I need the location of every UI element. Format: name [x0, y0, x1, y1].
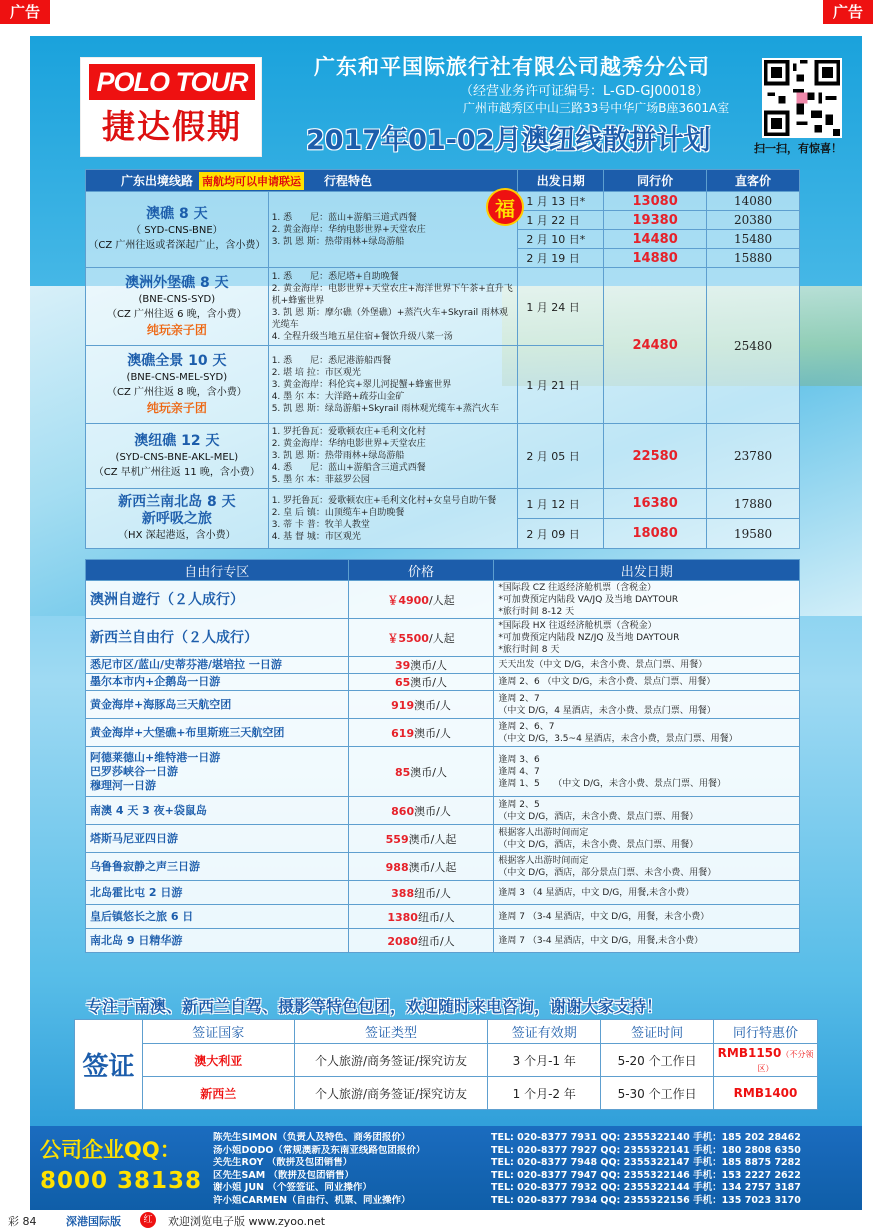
price-unit: 澳币/人 — [410, 765, 448, 779]
family-tag: 纯玩亲子团 — [146, 400, 207, 415]
qq-number[interactable]: 8000 38138 — [40, 1168, 203, 1194]
feature-line: 5. 墨 尔 本：菲兹罗公园 — [271, 475, 370, 485]
feature-line: 2. 黄金海岸：电影世界+天堂农庄+海洋世界下午茶+直升飞机+蜂蜜世界 — [271, 283, 513, 306]
table-row — [86, 424, 800, 489]
contact-phone[interactable]: TEL: 020-8377 7932 QQ: 2355322144 手机：134 2757 3187 — [491, 1182, 801, 1194]
page-number: 彩 84 — [8, 1215, 37, 1228]
free-travel-name — [86, 747, 349, 797]
peer-price: 24480 — [604, 268, 707, 424]
desc-line: 逢周 2、7 — [498, 693, 540, 704]
price-amount: 988 — [385, 860, 409, 874]
visa-time: 5-20 个工作日 — [601, 1044, 714, 1077]
route-code: (BNE-CNS-MEL-SYD) — [126, 371, 228, 383]
feature-line: 1. 悉 尼：蓝山+游船三道式西餐 — [271, 212, 417, 223]
table-row — [86, 797, 800, 825]
feature-line: 1. 罗托鲁瓦：爱歌顿农庄+毛利文化村 — [271, 427, 426, 437]
price-unit: 纽币/人 — [417, 910, 455, 924]
license-number: （经营业务许可证编号：L-GD-GJ00018） — [460, 84, 709, 99]
feature-line: 3. 蒂 卡 普：牧羊人教堂 — [271, 519, 370, 530]
free-travel-desc — [494, 853, 800, 881]
desc-line: 逢周 2、6 （中文 D/G，未含小费、景点门票、用餐） — [498, 677, 716, 687]
peer-price: 18080 — [604, 519, 707, 549]
visa-table — [74, 1019, 818, 1110]
feature-line: 3. 凯 恩 斯：热带雨林+绿岛游船 — [271, 451, 405, 461]
free-travel-name: 黄金海岸+大堡礁+布里斯班三天航空团 — [86, 719, 349, 747]
peer-price: 13080 — [604, 192, 707, 211]
price-amount: 2080 — [387, 934, 418, 948]
route-note: （HX 深起港返，含小费） — [118, 530, 236, 541]
visa-price-cell — [714, 1077, 818, 1110]
route-name: 澳纽礁 12 天 — [134, 432, 220, 449]
feature-line: 4. 基 督 城：市区观光 — [271, 531, 361, 542]
table-row — [86, 691, 800, 719]
feature-line: 2. 皇 后 镇：山顶缆车+自助晚餐 — [271, 507, 405, 518]
price-unit: 澳币/人起 — [408, 832, 457, 846]
price-unit: 纽币/人 — [417, 934, 455, 948]
contact-name: 关先生ROY （散拼及包团销售） — [213, 1157, 353, 1169]
feature-line: 3. 黄金海岸：科伦宾+翠儿河捉蟹+蜂蜜世界 — [271, 379, 452, 390]
fu-badge: 福 — [486, 188, 524, 226]
free-travel-price — [348, 853, 494, 881]
free-travel-name: 塔斯马尼亚四日游 — [86, 825, 349, 853]
table-row — [86, 719, 800, 747]
company-name: 广东和平国际旅行社有限公司越秀分公司 — [314, 55, 710, 79]
free-travel-price — [348, 747, 494, 797]
direct-price: 19580 — [707, 519, 800, 549]
desc-line: （中文 D/G，酒店，未含小费、景点门票、用餐） — [498, 839, 699, 850]
table-row — [75, 1044, 818, 1077]
price-amount: 65 — [394, 676, 411, 689]
desc-line: （中文 D/G，4 星酒店，未含小费、景点门票、用餐） — [498, 705, 716, 716]
route-cell — [86, 268, 269, 346]
qq-label: 公司企业QQ： — [40, 1138, 181, 1162]
direct-price: 20380 — [707, 211, 800, 230]
family-tag: 纯玩亲子团 — [146, 322, 207, 337]
free-travel-name: 悉尼市区/蓝山/史蒂芬港/堪培拉 一日游 — [86, 657, 349, 674]
desc-line: （中文 D/G，酒店，未含小费、景点门票、用餐） — [498, 811, 699, 822]
table-row — [86, 674, 800, 691]
route-note: （CZ 广州往返 8 晚，含小费） — [106, 386, 247, 398]
route-cell — [86, 489, 269, 549]
route-features — [268, 489, 518, 549]
free-travel-name: 南北岛 9 日精华游 — [86, 929, 349, 953]
ad-tag-left: 广告 — [0, 0, 50, 24]
free-travel-price — [348, 905, 494, 929]
page-footer — [0, 1210, 873, 1230]
group-tour-table — [85, 169, 800, 549]
desc-line: 逢周 7 （3-4 星酒店，中文 D/G，用餐,未含小费） — [498, 935, 704, 946]
departure-date: 2 月 05 日 — [518, 424, 604, 489]
price-amount: 85 — [394, 765, 411, 779]
departure-date: 1 月 24 日 — [518, 268, 604, 346]
plan-title: 2017年01-02月澳纽线散拼计划 — [306, 125, 711, 156]
table-row — [86, 581, 800, 619]
price-amount: ￥5500 — [387, 631, 429, 645]
contact-phone[interactable]: TEL: 020-8377 7927 QQ: 2355322141 手机：180 2808 6350 — [491, 1144, 801, 1156]
feature-line: 3. 凯 恩 斯：摩尔礁（外堡礁）+蒸汽火车+Skyrail 雨林观光缆车 — [271, 307, 508, 330]
red-logo-icon: 红 — [140, 1212, 156, 1228]
route-header-label: 广东出境线路 — [121, 173, 194, 188]
free-travel-name: 黄金海岸+海豚岛三天航空团 — [86, 691, 349, 719]
desc-line: *旅行时间 8-12 天 — [498, 606, 575, 617]
visa-valid: 1 个月-2 年 — [488, 1077, 601, 1110]
departure-date: 2 月 09 日 — [518, 519, 604, 549]
table-row — [86, 929, 800, 953]
direct-price: 15880 — [707, 249, 800, 268]
price-amount: 388 — [391, 886, 415, 900]
visa-header-country: 签证国家 — [142, 1020, 294, 1044]
feature-line: 4. 全程升级当地五星住宿+餐饮升级八菜一汤 — [271, 331, 453, 342]
website-link[interactable]: 欢迎浏览电子版 www.zyoo.net — [168, 1215, 326, 1228]
table-row — [86, 825, 800, 853]
desc-line: （中文 D/G，3.5~4 星酒店，未含小费，景点门票、用餐） — [498, 733, 738, 744]
visa-header-time: 签证时间 — [601, 1020, 714, 1044]
free-travel-name-line: 巴罗莎峡谷一日游 — [90, 764, 178, 778]
route-code: （ SYD-CNS-BNE） — [131, 225, 223, 236]
price-unit: 纽币/人 — [414, 886, 451, 900]
table-row — [86, 747, 800, 797]
free-travel-name-line: 穆理河一日游 — [90, 778, 156, 792]
free-travel-desc — [494, 657, 800, 674]
desc-line: 逢周 7 （3-4 星酒店，中文 D/G，用餐，未含小费） — [498, 911, 710, 922]
desc-line: *可加费预定内陆段 VA/JQ 及当地 DAYTOUR — [498, 594, 679, 605]
free-travel-price — [348, 657, 494, 674]
date-header: 出发日期 — [518, 170, 604, 192]
desc-line: 逢周 2、6、7 — [498, 721, 555, 732]
free-travel-price — [348, 581, 494, 619]
price-amount: 919 — [391, 698, 415, 712]
price-unit: 澳币/人起 — [408, 860, 457, 874]
table-row — [86, 905, 800, 929]
flyer — [30, 36, 862, 1210]
free-travel-price — [348, 691, 494, 719]
free-travel-desc — [494, 719, 800, 747]
visa-header — [75, 1020, 818, 1044]
direct-price-header: 直客价 — [707, 170, 800, 192]
departure-date: 2 月 10 日* — [518, 230, 604, 249]
visa-valid: 3 个月-1 年 — [488, 1044, 601, 1077]
contact-name: 陈先生SIMON（负责人及特色、商务团报价） — [213, 1132, 411, 1143]
route-features — [268, 268, 518, 346]
desc-line: 逢周 3、6 — [498, 754, 540, 765]
route-features — [268, 424, 518, 489]
free-travel-desc — [494, 691, 800, 719]
route-name: 澳礁 8 天 — [146, 206, 208, 222]
free-travel-desc — [494, 905, 800, 929]
free-travel-desc — [494, 797, 800, 825]
peer-price: 22580 — [604, 424, 707, 489]
route-name: 澳礁全景 10 天 — [127, 352, 227, 369]
free-travel-desc — [494, 581, 800, 619]
desc-line: 天天出发（中文 D/G，未含小费、景点门票、用餐） — [498, 660, 708, 670]
free-travel-desc — [494, 881, 800, 905]
price-amount: 860 — [391, 804, 415, 818]
desc-line: *国际段 CZ 往返经济舱机票（含税金） — [498, 582, 657, 593]
peer-price: 14880 — [604, 249, 707, 268]
date-header: 出发日期 — [494, 560, 800, 581]
contact-section — [30, 1126, 862, 1210]
desc-line: 逢周 1、5 （中文 D/G，未含小费、景点门票、用餐） — [498, 778, 727, 789]
south-airlines-note: 南航均可以申请联运 — [199, 172, 304, 190]
feature-line: 3. 凯 恩 斯：热带雨林+绿岛游船 — [271, 236, 405, 247]
free-travel-desc — [494, 674, 800, 691]
table-row — [86, 853, 800, 881]
free-travel-price — [348, 825, 494, 853]
visa-header-type: 签证类型 — [294, 1020, 488, 1044]
visa-label-cell — [75, 1020, 143, 1110]
contact-name: 汤小姐DODO（常规澳新及东南亚线路包团报价） — [213, 1144, 426, 1156]
table-row — [75, 1077, 818, 1110]
desc-line: 逢周 2、5 — [498, 799, 540, 810]
route-note: （CZ 早机广州往返 11 晚，含小费） — [93, 466, 260, 478]
price-amount: ￥4900 — [387, 593, 429, 607]
slogan: 专注于南澳、新西兰自驾、摄影等特色包团，欢迎随时来电咨询，谢谢大家支持！ — [86, 997, 663, 1016]
logo-chinese: 捷达假期 — [102, 107, 242, 146]
feature-line: 1. 罗托鲁瓦：爱歌顿农庄+毛利文化村+女皇号自助午餐 — [271, 495, 497, 506]
free-travel-price — [348, 674, 494, 691]
route-features — [268, 192, 518, 268]
departure-date: 1 月 21 日 — [518, 346, 604, 424]
visa-type: 个人旅游/商务签证/探究访友 — [294, 1044, 488, 1077]
visa-label: 签证 — [82, 1052, 135, 1082]
feature-line: 1. 悉 尼：悉尼港游船西餐 — [271, 355, 392, 366]
direct-price: 14080 — [707, 192, 800, 211]
free-travel-name: 北岛霍比屯 2 日游 — [86, 881, 349, 905]
route-cell — [86, 424, 269, 489]
departure-date: 2 月 19 日 — [518, 249, 604, 268]
table-row — [86, 619, 800, 657]
departure-date: 1 月 13 日* — [518, 192, 604, 211]
direct-price: 15480 — [707, 230, 800, 249]
table-row — [86, 881, 800, 905]
desc-line: *可加费预定内陆段 NZ/JQ 及当地 DAYTOUR — [498, 632, 680, 643]
feature-line: 2. 堪 培 拉：市区观光 — [271, 367, 361, 378]
route-name: 澳洲外堡礁 8 天 — [125, 274, 229, 291]
feature-line: 2. 黄金海岸：华纳电影世界+天堂农庄 — [271, 224, 426, 235]
free-travel-table — [85, 559, 800, 953]
free-travel-price — [348, 881, 494, 905]
route-name: 新西兰南北岛 8 天 — [118, 494, 236, 510]
price-unit: 澳币/人 — [414, 726, 451, 740]
zone-header: 自由行专区 — [86, 560, 349, 581]
free-travel-desc — [494, 929, 800, 953]
contact-name: 许小姐CARMEN（自由行、机票、同业操作） — [213, 1195, 411, 1206]
departure-date: 1 月 22 日 — [518, 211, 604, 230]
visa-country: 澳大利亚 — [142, 1044, 294, 1077]
desc-line: *国际段 HX 往返经济舱机票（含税金） — [498, 620, 657, 631]
feature-line: 5. 凯 恩 斯：绿岛游船+Skyrail 雨林观光缆车+蒸汽火车 — [271, 403, 499, 414]
visa-type: 个人旅游/商务签证/探究访友 — [294, 1077, 488, 1110]
price-amount: 1380 — [387, 910, 418, 924]
direct-price: 17880 — [707, 489, 800, 519]
visa-price-cell — [714, 1044, 818, 1077]
route-note: （CZ 广州往返或者深起广止，含小费） — [88, 240, 266, 251]
polo-tour-logo — [80, 57, 262, 157]
visa-header-price: 同行特惠价 — [714, 1020, 818, 1044]
route-name-line2: 新呼吸之旅 — [141, 511, 212, 527]
desc-line: *旅行时间 8 天 — [498, 644, 560, 655]
free-travel-desc — [494, 747, 800, 797]
table-row — [86, 192, 800, 211]
desc-line: （中文 D/G，酒店，部分景点门票、未含小费、用餐） — [498, 867, 717, 878]
visa-price-note: （不分领区） — [757, 1050, 814, 1073]
contact-phone[interactable]: TEL: 020-8377 7934 QQ: 2355322156 手机：135 7023 3170 — [491, 1195, 801, 1206]
feature-line: 2. 黄金海岸：华纳电影世界+天堂农庄 — [271, 439, 426, 449]
peer-price: 16380 — [604, 489, 707, 519]
free-travel-name: 墨尔本市内+企鹅岛一日游 — [86, 674, 349, 691]
desc-line: 逢周 4、7 — [498, 766, 540, 777]
contact-name: 谢小姐 JUN （个签签证、同业操作） — [213, 1182, 372, 1194]
desc-line: 根据客人出游时间而定 — [498, 855, 589, 866]
free-travel-desc — [494, 825, 800, 853]
price-amount: 619 — [391, 726, 415, 740]
free-travel-desc — [494, 619, 800, 657]
desc-line: 根据客人出游时间而定 — [498, 827, 589, 838]
price-amount: 39 — [394, 659, 411, 672]
route-code: (SYD-CNS-BNE-AKL-MEL) — [115, 451, 239, 463]
ad-tag-right: 广告 — [823, 0, 873, 24]
feature-header: 行程特色 — [324, 173, 373, 188]
company-address: 广州市越秀区中山三路33号中华广场B座3601A室 — [463, 101, 730, 115]
qr-code-icon[interactable] — [762, 58, 842, 138]
free-travel-price — [348, 719, 494, 747]
visa-country: 新西兰 — [142, 1077, 294, 1110]
desc-line: 逢周 3 （4 星酒店，中文 D/G，用餐,未含小费） — [498, 887, 695, 898]
peer-price: 14480 — [604, 230, 707, 249]
free-travel-price — [348, 929, 494, 953]
table-row — [86, 268, 800, 346]
free-travel-name: 澳洲自遊行（２人成行） — [86, 581, 349, 619]
feature-line: 1. 悉 尼：悉尼塔+自助晚餐 — [271, 271, 399, 282]
group-tour-header — [86, 170, 800, 192]
route-features — [268, 346, 518, 424]
free-travel-name: 新西兰自由行（２人成行） — [86, 619, 349, 657]
free-travel-price — [348, 619, 494, 657]
route-cell — [86, 192, 269, 268]
visa-header-valid: 签证有效期 — [488, 1020, 601, 1044]
table-row — [86, 657, 800, 674]
direct-price: 25480 — [707, 268, 800, 424]
contact-name: 区先生SAM （散拼及包团销售） — [213, 1169, 354, 1181]
price-unit: 澳币/人 — [410, 659, 448, 672]
contact-phone[interactable]: TEL: 020-8377 7931 QQ: 2355322140 手机：185 202 28462 — [491, 1132, 801, 1143]
table-row — [86, 489, 800, 519]
edition-brand: 深港国际版 — [66, 1215, 121, 1228]
peer-price: 19380 — [604, 211, 707, 230]
route-note: （CZ 广州往返 6 晚，含小费） — [106, 308, 247, 320]
price-unit: 澳币/人 — [410, 676, 448, 689]
departure-date: 1 月 12 日 — [518, 489, 604, 519]
contact-phone[interactable]: TEL: 020-8377 7948 QQ: 2355322147 手机：185 8875 7282 — [491, 1157, 801, 1169]
visa-price: RMB1150 — [717, 1046, 782, 1060]
contact-phone[interactable]: TEL: 020-8377 7947 QQ: 2355322146 手机：153 2227 2622 — [491, 1169, 801, 1181]
price-unit: 澳币/人 — [414, 698, 451, 712]
free-travel-name-line: 阿德莱德山+维特港一日游 — [90, 750, 221, 764]
free-travel-name: 皇后镇悠长之旅 6 日 — [86, 905, 349, 929]
route-cell — [86, 346, 269, 424]
free-travel-name: 南澳 4 天 3 夜+袋鼠岛 — [86, 797, 349, 825]
price-unit: 澳币/人 — [414, 804, 451, 818]
price-unit: /人起 — [428, 631, 455, 645]
route-code: (BNE-CNS-SYD) — [138, 293, 216, 305]
price-header: 价格 — [348, 560, 494, 581]
free-travel-name: 乌鲁鲁寂静之声三日游 — [86, 853, 349, 881]
feature-line: 4. 悉 尼：蓝山+游船含三道式西餐 — [271, 463, 426, 473]
price-unit: /人起 — [428, 593, 455, 607]
free-travel-body — [86, 581, 800, 953]
logo-english: POLO TOUR — [89, 64, 255, 100]
feature-line: 4. 墨 尔 本：大洋路+疏芬山金矿 — [271, 391, 405, 402]
visa-time: 5-30 个工作日 — [601, 1077, 714, 1110]
route-header — [86, 170, 518, 192]
scan-hint: 扫一扫，有惊喜！ — [754, 142, 842, 155]
free-travel-price — [348, 797, 494, 825]
peer-price-header: 同行价 — [604, 170, 707, 192]
price-amount: 559 — [385, 832, 409, 846]
free-travel-header — [86, 560, 800, 581]
direct-price: 23780 — [707, 424, 800, 489]
visa-price: RMB1400 — [733, 1086, 798, 1100]
